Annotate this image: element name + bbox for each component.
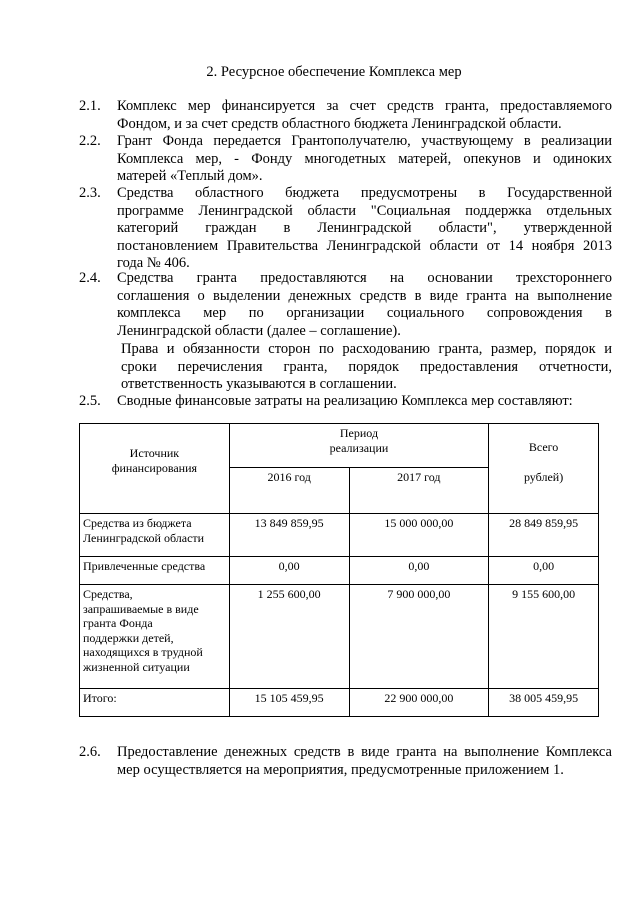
row-label-line: запрашиваемые в виде [83, 601, 199, 616]
text-line: матерей «Теплый дом». [117, 168, 263, 184]
row-label-line: Итого: [83, 691, 117, 705]
item-text [117, 98, 612, 133]
item-2-3 [79, 185, 612, 273]
text-line: Средства областного бюджета предусмотрены в Государственной [117, 185, 612, 201]
text-line: соглашения о выделении денежных средств в виде гранта на выполнение [117, 287, 612, 304]
cell-2016: 1 255 600,00 [229, 585, 349, 689]
table-row [80, 514, 599, 557]
item-2-1 [79, 98, 612, 133]
cell-total: 0,00 [489, 557, 599, 585]
row-label-cell [80, 689, 230, 717]
cell-2017: 15 000 000,00 [349, 514, 489, 557]
cell-2016: 0,00 [229, 557, 349, 585]
row-label-line: Привлеченные средства [83, 559, 206, 573]
header-source-line: финансирования [111, 460, 198, 475]
item-number: 2.3. [79, 185, 101, 201]
item-number: 2.6. [79, 744, 101, 760]
text-line: ответственность указываются в соглашении. [121, 376, 397, 392]
text-line: программе Ленинградской области "Социальная поддержка отдельных [117, 202, 612, 219]
cell-2016: 15 105 459,95 [229, 689, 349, 717]
text-line: Сводные финансовые затраты на реализацию Комплекса мер составляют: [117, 393, 573, 409]
item-text [117, 185, 612, 273]
section-title: 2. Ресурсное обеспечение Комплекса мер [206, 64, 462, 80]
text-line: Предоставление денежных средств в виде гранта на выполнение Комплекса [117, 744, 612, 760]
row-label-line: Средства из бюджета [83, 516, 192, 530]
row-label-line: поддержки детей, [83, 630, 174, 645]
header-period-cell [229, 424, 488, 468]
row-label-cell [80, 585, 230, 689]
text-line: Комплекс мер финансируется за счет средств гранта, предоставляемого [117, 98, 612, 114]
item-number: 2.5. [79, 393, 101, 409]
table-row [80, 585, 599, 689]
cell-2017: 22 900 000,00 [349, 689, 489, 717]
text-line: года № 406. [117, 255, 190, 271]
header-year-2016: 2016 год [229, 468, 349, 514]
text-line: Фондом, и за счет средств областного бюджета Ленинградской области. [117, 115, 562, 132]
table-row [80, 557, 599, 585]
table-row-total [80, 689, 599, 717]
item-number: 2.2. [79, 133, 101, 149]
cell-total: 38 005 459,95 [489, 689, 599, 717]
text-line: Ленинградской области (далее – соглашение). [117, 322, 401, 339]
text-line: Комплекса мер, - Фонду многодетных матерей, опекунов и одиноких [117, 150, 612, 167]
cell-total: 9 155 600,00 [489, 585, 599, 689]
text-line: Средства гранта предоставляются на основании трехстороннего [117, 270, 612, 286]
cell-2016: 13 849 859,95 [229, 514, 349, 557]
header-total: Всего [528, 440, 559, 454]
item-2-4-paragraph [121, 341, 612, 394]
item-2-4 [79, 270, 612, 340]
row-label-line: Ленинградской области [83, 530, 205, 545]
header-source-line: Источник [129, 446, 180, 460]
header-total-cell [489, 424, 599, 514]
cell-total: 28 849 859,95 [489, 514, 599, 557]
financing-table [79, 423, 599, 717]
row-label-cell [80, 557, 230, 585]
text-line: категорий граждан в Ленинградской области", утвержденной [117, 220, 612, 236]
header-period-line: Период [339, 426, 379, 440]
text-line: Права и обязанности сторон по расходованию гранта, размер, порядок и [121, 341, 612, 357]
item-text [117, 393, 612, 411]
item-2-2 [79, 133, 612, 186]
text-line: комплекса мер по организации социального сопровождения в [117, 305, 612, 321]
item-2-5 [79, 393, 612, 411]
item-2-6 [79, 744, 612, 779]
item-text [117, 270, 612, 340]
item-text [117, 133, 612, 186]
cell-2017: 0,00 [349, 557, 489, 585]
text-line: Грант Фонда передается Грантополучателю, участвующему в реализации [117, 133, 612, 149]
row-label-line: гранта Фонда [83, 616, 153, 630]
item-text [117, 744, 612, 779]
item-number: 2.4. [79, 270, 101, 286]
header-source-cell [80, 424, 230, 514]
header-period-line: реализации [329, 440, 389, 455]
row-label-line: находящихся в трудной [83, 645, 203, 659]
text-line: сроки перечисления гранта, порядок предоставления отчетности, [121, 358, 612, 375]
text-line: мер осуществляется на мероприятия, предусмотренные приложением 1. [117, 761, 564, 778]
text-line: постановлением Правительства Ленинградской области от 14 ноября 2013 [117, 237, 612, 254]
cell-2017: 7 900 000,00 [349, 585, 489, 689]
row-label-line: Средства, [83, 587, 133, 601]
item-number: 2.1. [79, 98, 101, 114]
row-label-line: жизненной ситуации [83, 659, 190, 674]
header-year-2017: 2017 год [349, 468, 489, 514]
header-total-unit: рублей) [523, 469, 564, 484]
row-label-cell [80, 514, 230, 557]
